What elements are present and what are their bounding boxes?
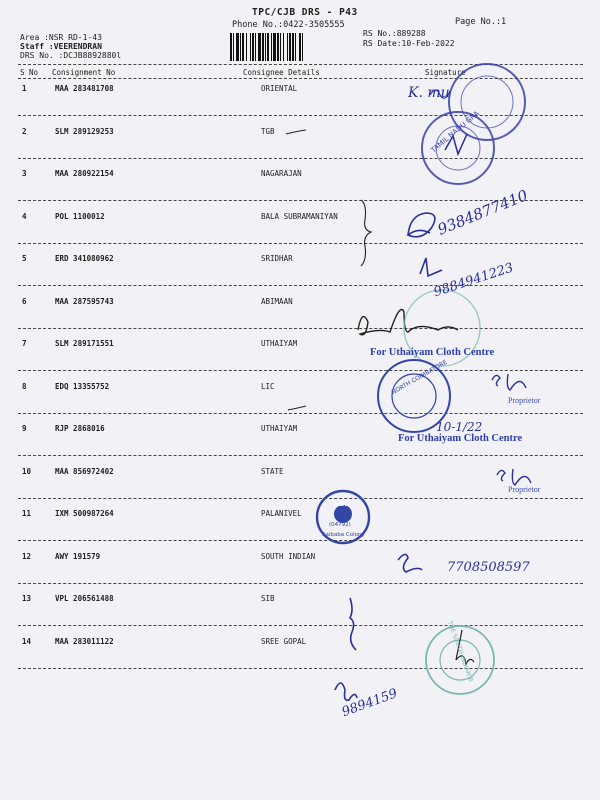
signature-row-11 [398,554,422,572]
document-title: TPC/CJB DRS - P43 [252,7,358,18]
row-sno: 9 [22,424,27,433]
drs-number: DRS No. :DCJB8892880l [20,51,122,60]
brace-row-3-4 [361,200,371,266]
signature-row-14 [335,683,357,700]
row-consignee: ORIENTAL [261,84,298,93]
row-consignee: LIC [261,381,275,391]
row-consignee: NAGARAJAN [261,169,302,178]
column-header-signature: Signature [425,68,466,77]
row-consignment-no: POL 1100012 [55,211,105,221]
row-consignment-no: MAA 280922154 [55,169,114,178]
row-sno: 3 [22,169,27,178]
rs-number: RS No.:889288 [363,29,426,38]
handwriting-row-1: K. mu [408,85,450,101]
column-header-sno: S No [20,68,39,77]
row-consignment-no: ERD 341080962 [55,254,114,263]
row-consignment-no: MAA 856972402 [55,466,114,476]
row-sno: 4 [22,211,27,221]
row-consignment-no: SLM 289171551 [55,339,114,348]
uthaiyam-stamp-1: For Uthaiyam Cloth Centre [370,347,495,358]
south-indian-bank-stamp-text: THE SOUTH INDIAN B [445,620,475,683]
row-consignee: UTHAIYAM [261,424,298,433]
row-consignment-no: MAA 287595743 [55,296,114,306]
page-number: Page No.:1 [455,17,507,27]
row-consignment-no: RJP 2868016 [55,424,105,433]
row-consignment-no: VPL 206561488 [55,594,114,603]
north-coimbatore-stamp-text: NORTH COIMBATORE [390,358,449,397]
uthaiyam-stamp-2: For Uthaiyam Cloth Centre [398,433,523,444]
tick-row-8 [288,406,306,410]
sbi-stamp-code: (04792) [329,522,351,528]
proprietor-label-1: Proprietor [508,396,541,405]
signature-row-12 [350,598,356,650]
row-consignee: BALA SUBRAMANIYAN [261,211,338,221]
row-consignment-no: MAA 283011122 [55,636,114,646]
sbi-stamp-text: SBI [334,500,347,508]
row-consignment-no: IXM 500987264 [55,509,114,518]
handwriting-phone-row-5: 9884941223 [432,260,516,301]
sbi-stamp-branch: Saibaba Colony [322,532,365,538]
row-consignment-no: SLM 289129253 [55,126,114,136]
row-consignee: PALANIVEL [261,509,302,518]
handwriting-phone-row-11: 7708508597 [447,560,530,575]
row-sno: 14 [22,636,32,646]
tamil-nadu-stamp-text: TAMIL NADU GRA [429,109,481,155]
row-sno: 2 [22,126,27,136]
row-consignee: STATE [261,466,284,476]
area-label: Area :NSR RD-1-43 [20,33,102,42]
column-header-consignment: Consignment No [52,68,116,77]
proprietor-label-2: Proprietor [508,485,541,494]
row-consignee: SIB [261,594,275,603]
row-sno: 7 [22,339,27,348]
column-header-consignee: Consignee Details [243,68,320,77]
tick-row-2 [286,130,306,134]
row-consignment-no: EDQ 13355752 [55,381,110,391]
rs-date: RS Date:10-Feb-2022 [363,39,455,48]
row-consignee: SREE GOPAL [261,636,307,646]
handwriting-date-row-8: 10-1/22 [436,420,483,434]
staff-label: Staff :VEERENDRAN [20,42,102,51]
signature-row-5 [420,258,442,276]
signature-row-4 [408,213,435,237]
proprietor-signature-1 [492,374,526,390]
handwriting-phone-row-4: 9384877410 [435,186,531,239]
row-consignee: SOUTH INDIAN [261,551,316,561]
row-sno: 11 [22,509,32,518]
row-sno: 8 [22,381,27,391]
row-sno: 6 [22,296,27,306]
row-sno: 1 [22,84,27,93]
signature-row-6 [358,310,458,335]
row-consignment-no: MAA 283481708 [55,84,114,93]
row-consignee: UTHAIYAM [261,339,298,348]
row-sno: 10 [22,466,32,476]
row-sno: 13 [22,594,32,603]
row-sno: 12 [22,551,32,561]
row-consignment-no: AWY 191579 [55,551,101,561]
row-consignee: TGB [261,126,275,136]
row-consignee: ABIMAAN [261,296,293,306]
phone-number: Phone No.:0422-3505555 [232,20,345,30]
row-sno: 5 [22,254,27,263]
proprietor-signature-2 [497,469,531,485]
row-consignee: SRIDHAR [261,254,293,263]
handwriting-phone-row-14: 9894159 [340,686,400,721]
